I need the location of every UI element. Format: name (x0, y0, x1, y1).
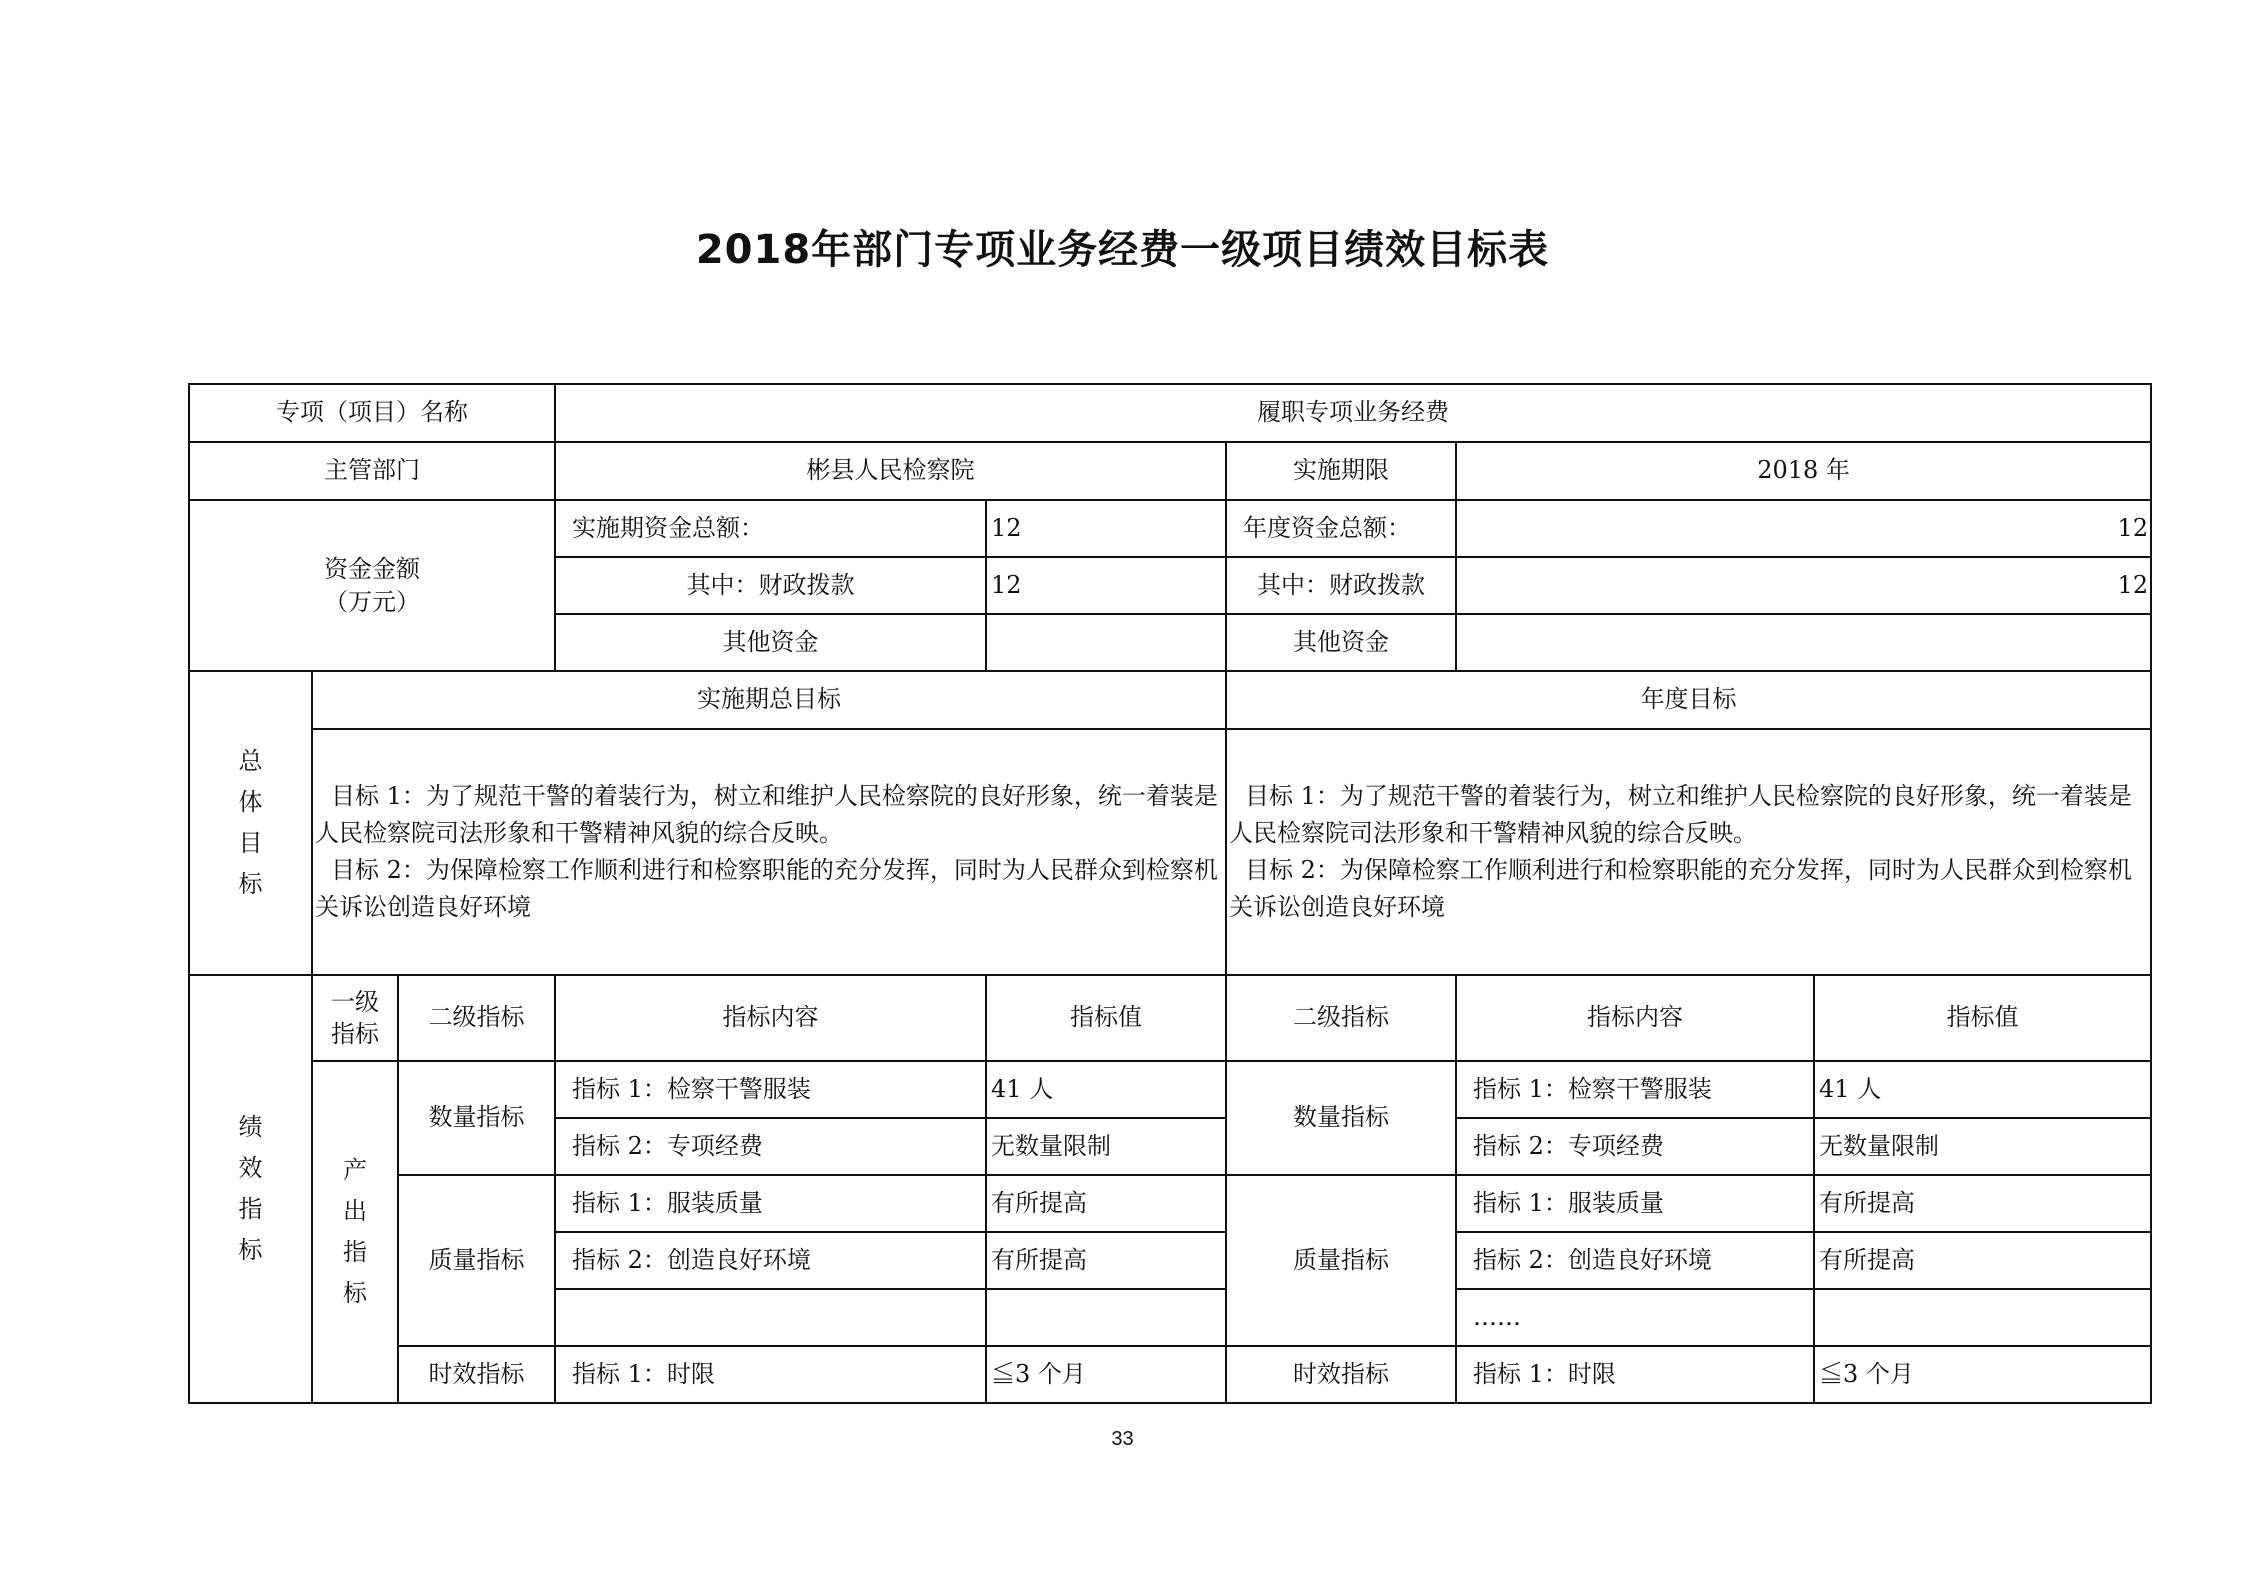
annual-indicator-value: 有所提高 (1814, 1175, 2151, 1232)
overall-goal-label (189, 671, 312, 975)
performance-label (189, 975, 312, 1403)
page-title: 2018年部门专项业务经费一级项目绩效目标表 (695, 227, 1550, 273)
annual-indicator-content: 指标 2：专项经费 (1456, 1118, 1814, 1175)
overall-goal-label-char: 标 (238, 869, 263, 898)
annual-quality-indicator-label: 质量指标 (1226, 1175, 1456, 1346)
department-value: 彬县人民检察院 (555, 442, 1226, 500)
funds-other-label: 其他资金 (555, 614, 986, 671)
annual-goal-1: 目标 1：为了规范干警的着装行为，树立和维护人民检察院的良好形象，统一着装是人民检察院司法形象和干警精神风貌的综合反映。 (1229, 781, 2132, 847)
level1-header-line2: 指标 (331, 1020, 379, 1048)
funds-total-row (189, 500, 2151, 557)
annual-value-header: 指标值 (1814, 975, 2151, 1061)
funds-total-label: 实施期资金总额： (555, 500, 986, 557)
project-name-value: 履职专项业务经费 (555, 384, 2151, 442)
annual-fiscal-label: 其中：财政拨款 (1226, 557, 1456, 614)
output-label-char: 出 (343, 1197, 367, 1226)
annual-indicator-value: 无数量限制 (1814, 1118, 2151, 1175)
annual-indicator-content: 指标 2：创造良好环境 (1456, 1232, 1814, 1289)
indicator-content (555, 1289, 986, 1346)
indicator-value (986, 1289, 1226, 1346)
output-label-char: 产 (343, 1156, 367, 1185)
table-row (189, 1061, 2151, 1118)
table-row (189, 1175, 2151, 1232)
annual-fiscal-value: 12 (1456, 557, 2151, 614)
indicator-value: 无数量限制 (986, 1118, 1226, 1175)
project-name-row (189, 384, 2151, 442)
indicator-value: ≦3 个月 (986, 1346, 1226, 1403)
annual-other-value (1456, 614, 2151, 671)
funds-other-value (986, 614, 1226, 671)
department-row (189, 442, 2151, 500)
annual-indicator-content: 指标 1：服装质量 (1456, 1175, 1814, 1232)
period-goal-2: 目标 2：为保障检察工作顺利进行和检察职能的充分发挥，同时为人民群众到检察机关诉讼创造良好环境 (315, 856, 1218, 922)
level2-header: 二级指标 (398, 975, 555, 1061)
annual-timeliness-indicator-label: 时效指标 (1226, 1346, 1456, 1403)
annual-indicator-value (1814, 1289, 2151, 1346)
output-label-char: 指 (343, 1238, 367, 1266)
annual-indicator-value: ≦3 个月 (1814, 1346, 2151, 1403)
annual-indicator-content: 指标 1：检察干警服装 (1456, 1061, 1814, 1118)
quality-indicator-label: 质量指标 (398, 1175, 555, 1346)
level1-header (312, 975, 398, 1061)
annual-content-header: 指标内容 (1456, 975, 1814, 1061)
funds-fiscal-value: 12 (986, 557, 1226, 614)
value-header: 指标值 (986, 975, 1226, 1061)
funds-total-value: 12 (986, 500, 1226, 557)
output-label-char: 标 (343, 1278, 367, 1307)
annual-goal-text (1226, 729, 2151, 975)
annual-indicator-value: 41 人 (1814, 1061, 2151, 1118)
annual-indicator-content: 指标 1：时限 (1456, 1346, 1814, 1403)
overall-goal-body-row (189, 729, 2151, 975)
content-header: 指标内容 (555, 975, 986, 1061)
overall-goal-header-row (189, 671, 2151, 729)
funds-label-line2: （万元） (324, 587, 421, 616)
period-goal-header: 实施期总目标 (312, 671, 1226, 729)
indicator-content: 指标 1：时限 (555, 1346, 986, 1403)
annual-level2-header: 二级指标 (1226, 975, 1456, 1061)
period-goal-1: 目标 1：为了规范干警的着装行为，树立和维护人民检察院的良好形象，统一着装是人民检察院司法形象和干警精神风貌的综合反映。 (315, 781, 1218, 847)
overall-goal-label-char: 总 (238, 747, 263, 776)
page-number: 33 (1111, 1428, 1134, 1450)
funds-label-line1: 资金金额 (324, 555, 421, 584)
indicator-content: 指标 2：创造良好环境 (555, 1232, 986, 1289)
performance-header-row (189, 975, 2151, 1061)
performance-label-char: 绩 (238, 1113, 263, 1142)
quantity-indicator-label: 数量指标 (398, 1061, 555, 1175)
indicator-value: 有所提高 (986, 1232, 1226, 1289)
annual-quantity-indicator-label: 数量指标 (1226, 1061, 1456, 1175)
overall-goal-label-char: 体 (238, 788, 263, 817)
indicator-value: 41 人 (986, 1061, 1226, 1118)
funds-fiscal-label: 其中：财政拨款 (555, 557, 986, 614)
timeliness-indicator-label: 时效指标 (398, 1346, 555, 1403)
annual-total-value: 12 (1456, 500, 2151, 557)
project-name-label: 专项（项目）名称 (189, 384, 555, 442)
period-value: 2018 年 (1456, 442, 2151, 500)
annual-indicator-content: …… (1456, 1289, 1814, 1346)
annual-goal-header: 年度目标 (1226, 671, 2151, 729)
performance-label-char: 指 (238, 1195, 263, 1223)
performance-label-char: 效 (238, 1154, 263, 1183)
annual-goal-2: 目标 2：为保障检察工作顺利进行和检察职能的充分发挥，同时为人民群众到检察机关诉讼创造良好环境 (1229, 856, 2132, 922)
overall-goal-label-char: 目 (238, 829, 263, 857)
annual-other-label: 其他资金 (1226, 614, 1456, 671)
indicator-content: 指标 1：检察干警服装 (555, 1061, 986, 1118)
indicator-content: 指标 2：专项经费 (555, 1118, 986, 1175)
table-row (189, 1346, 2151, 1403)
department-label: 主管部门 (189, 442, 555, 500)
performance-target-table (188, 383, 2152, 1404)
output-indicator-label (312, 1061, 398, 1403)
annual-total-label: 年度资金总额： (1226, 500, 1456, 557)
level1-header-line1: 一级 (331, 987, 379, 1016)
annual-indicator-value: 有所提高 (1814, 1232, 2151, 1289)
period-label: 实施期限 (1226, 442, 1456, 500)
indicator-value: 有所提高 (986, 1175, 1226, 1232)
period-goal-text (312, 729, 1226, 975)
funds-label (189, 500, 555, 671)
performance-label-char: 标 (238, 1235, 263, 1264)
indicator-content: 指标 1：服装质量 (555, 1175, 986, 1232)
